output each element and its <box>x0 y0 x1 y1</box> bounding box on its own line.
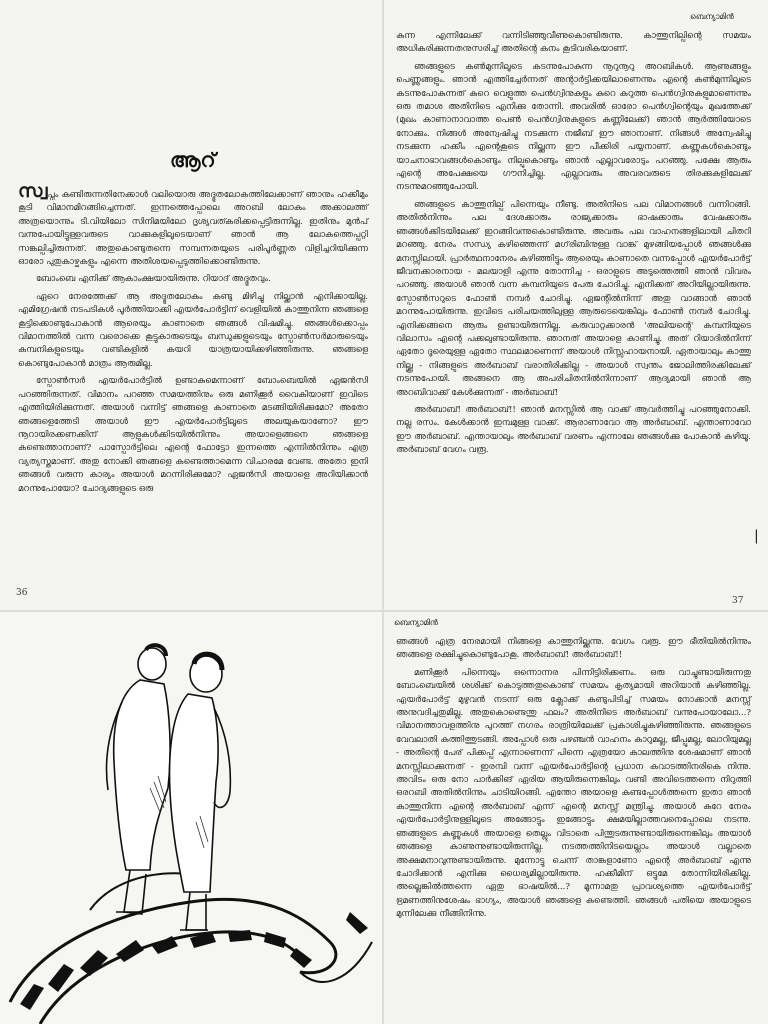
paragraph: ഏറെ നേരത്തേക്ക് ആ അദ്ഭുതലോകം കണ്ടു മിഴിച്ചു നില്ക്കാൻ എനിക്കായില്ല. എമിഗ്രേഷൻ നടപടികൾ പൂർത്തിയാക്കി എയർപോർട്ടിന് വെളിയിൽ കാത്തുനിന്ന ഞങ്ങളെ കൂട്ടിക്കൊണ്ടുപോകാൻ ആരെയും കാണാതെ ഞങ്ങൾ വിഷമിച്ചു. ഞങ്ങൾക്കൊപ്പം വിമാനത്തിൽ വന്ന വരൊക്കെ കൂട്ടുകാരുടെയും ബന്ധുക്കളുടെയും സ്പോൺസർമാരുടെയും കമ്പനികളുടെയും വണ്ടികളിൽ കയറി യാത്രയായിക്കഴിഞ്ഞിരുന്നു. ഞങ്ങളെ കൊണ്ടുപോകാൻ മാത്രം ആരുമില്ല. <box>18 291 368 369</box>
margin-mark: | <box>754 528 759 544</box>
page-38-body <box>396 636 751 1024</box>
page-number: 36 <box>16 588 28 598</box>
running-header: ബെന്യാമിൻ <box>690 12 734 21</box>
paragraph: ഞങ്ങളുടെ കാത്തുനില്പ് പിന്നെയും നീണ്ടു. അതിനിടെ പല വിമാനങ്ങൾ വന്നിറങ്ങി. അതിൽനിന്നും പല ദേശക്കാരും രാജ്യക്കാരും ഭാഷക്കാരും വേഷക്കാരും ഞങ്ങൾക്കിടയിലേക്ക് ഇറങ്ങിവന്നുകൊണ്ടിരുന്നു. അവരും പല വാഹനങ്ങളിലായി ചിതറി മറഞ്ഞു. നേരം സന്ധ്യ കഴിഞ്ഞെന്ന് മഗ്‌രിബിനുള്ള വാങ്ക് മുഴങ്ങിയപ്പോൾ ഞങ്ങൾക്കു മനസ്സിലായി. പ്രാർത്ഥനാനേരം കഴിഞ്ഞിട്ടും ആരെയും കാണാതെ വന്നപ്പോൾ എയർപോർട്ട് ജീവനക്കാരനായ - മലയാളി എന്നു തോന്നിച്ച - ഒരാളുടെ അടുത്തെത്തി ഞാൻ വിവരം പറഞ്ഞു. അയാൾ ഞാൻ വന്ന കമ്പനിയുടെ പേരു ചോദിച്ചു. എനിക്കത് അറിയില്ലായിരുന്നു. സ്പോൺസറുടെ ഫോൺ നമ്പർ ചോദിച്ചു. ഏജന്റിൽനിന്ന് അതു വാങ്ങാൻ ഞാൻ മറന്നുപോയിരുന്നു. ഇവിടെ പരിചയത്തിലുള്ള ആരുടെയെങ്കിലും ഫോൺ നമ്പർ ചോദിച്ചു. എനിക്കങ്ങനെ ആരും ഉണ്ടായിരുന്നില്ല. കരുവാറ്റക്കാരൻ 'അലിയന്റെ' കമ്പനിയുടെ വിലാസം എന്റെ പക്കലുണ്ടായിരുന്നു. ഞാനത് അയാളെ കാണിച്ചു. അത് റിയാദിൽനിന്ന് ഏതോ ദൂരെയുള്ള ഏതോ സ്ഥലമാണെന്ന് അയാൾ നിസ്സഹായനായി. ഏതായാലും കാത്തു നില്ക്കൂ - നിങ്ങളുടെ അർബാബ് വരാതിരിക്കില്ല - അയാൾ സ്വന്തം ജോലിത്തിരക്കിലേക്ക് നടന്നുപോയി. അങ്ങനെ ആ അപരിചിതനിൽനിന്നാണ് ആദ്യമായി ഞാൻ ആ അറബിവാക്ക് കേൾക്കുന്നത് - അർബാബ്! <box>396 199 751 398</box>
illustration-panel <box>0 612 382 1024</box>
paragraph: ഞങ്ങൾ എത്ര നേരമായി നിങ്ങളെ കാത്തുനില്ക്കുന്നു. വേഗം വരൂ. ഈ ഭീതിയിൽനിന്നും ഞങ്ങളെ രക്ഷിച്ചുകൊണ്ടുപോകൂ. അർബാബ്! അർബാബ്!! <box>396 637 751 661</box>
paragraph: ഞങ്ങളുടെ കൺമുന്നിലൂടെ കടന്നുപോകുന്ന നൂറുനൂറു അറബികൾ. ആണുങ്ങളും പെണ്ണുങ്ങളും. ഞാൻ എത്തിച്ചേർന്നത് അന്റാർട്ടിക്കയിലാണെന്നും എന്റെ കൺമുന്നിലൂടെ കടന്നുപോകുന്നത് കുറെ വെളുത്ത പെൻഗ്വിനുകളും കുറെ കറുത്ത പെൻഗ്വിനുകളുമാണെന്നും ഒരു തമാശ അതിനിടെ എനിക്കു തോന്നി. അവരിൽ ഓരോ പെൻഗ്വിന്റെയും മുഖത്തേക്ക് (മുഖം കാണാനാവാത്ത പെൺ പെൻഗ്വിനുകളുടെ കണ്ണിലേക്ക്) ഞാൻ ആർത്തിയോടെ നോക്കും. നിങ്ങൾ അന്വേഷിച്ചു നടക്കുന്ന നജീബ് ഈ ഞാനാണ്. നിങ്ങൾ അന്വേഷിച്ചു നടക്കുന്ന ഹക്കീം എന്റെകൂടെ നില്ക്കുന്ന ഈ പീക്കിരി പയ്യനാണ്. കണ്ണുകൾകൊണ്ടും യാചനാഭാവങ്ങൾകൊണ്ടും നില്പുകൊണ്ടും ഞാൻ എല്ലാവരോടും പറഞ്ഞു. പക്ഷേ ആരും എന്റെ അപേക്ഷയെ ഗൗനിച്ചില്ല. എല്ലാവരും അവരവരുടെ തിരക്കുകളിലേക്ക് നടന്നുമറഞ്ഞുപോയി. <box>396 61 751 193</box>
page-37-body <box>396 30 751 586</box>
chapter-title: ആറ് <box>170 148 216 172</box>
page-37 <box>384 0 768 610</box>
running-header: ബെന്യാമിൻ <box>394 618 438 627</box>
page-38 <box>384 612 768 1024</box>
paragraph: മണിക്കൂർ പിന്നെയും ഒന്നൊന്നര പിന്നിട്ടിരിക്കണം. ഒരു വാച്ചുണ്ടായിരുന്നതു ബോംബെയിൽ ശശിക്ക് കൊടുത്തതുകൊണ്ട് സമയം കൃത്യമായി അറിയാൻ കഴിഞ്ഞില്ല. എയർപോർട്ട് മുഴുവൻ നടന്ന് ഒരു ക്ലോക്ക് കണ്ടുപിടിച്ച് സമയം നോക്കാൻ മനസ്സ് അനുവദിച്ചതുമില്ല. അതുകൊണ്ടെന്തു ഫലം? അതിനിടെ അർബാബ് വന്നുപോയാലോ...? വിമാനത്താവളത്തിനു പുറത്ത് നഗരം രാത്രിയിലേക്ക് പ്രകാശിച്ചുകഴിഞ്ഞിരുന്നു. ഞങ്ങളുടെ വേവലാതി കത്തിത്തുടങ്ങി. അപ്പോൾ ഒരു പഴഞ്ചൻ വാഹനം കാറുമല്ല, ജീപ്പുമല്ല, ലോറിയുമല്ല - അതിന്റെ പേര് പിക്കപ്പ് എന്നാണെന്ന് പിന്നെ എത്രയോ കാലത്തിനു ശേഷമാണ് ഞാൻ മനസ്സിലാക്കുന്നത് - ഇരമ്പി വന്ന് എയർപോർട്ടിന്റെ പ്രധാന കവാടത്തിനരികെ നിന്നു. അവിടം ഒരു നോ പാർക്കിങ് ഏരിയ ആയിരുന്നെങ്കിലും വണ്ടി അവിടെത്തന്നെ നിറുത്തി ഒരറബി അതിൽനിന്നും ചാടിയിറങ്ങി. എന്തോ അയാളെ കണ്ടപ്പോൾത്തന്നെ ഇതാ ഞാൻ കാത്തുനിന്ന എന്റെ അർബാബ് എന്ന് എന്റെ മനസ്സ് മന്ത്രിച്ചു. അയാൾ കുറേ നേരം എയർപോർട്ടിനുള്ളിലൂടെ അങ്ങോട്ടും ഇങ്ങോട്ടും ക്ഷമയില്ലാത്തവനെപ്പോലെ നടന്നു. ഞങ്ങളുടെ കണ്ണുകൾ അയാളെ തെല്ലും വിടാതെ പിന്തുടരുന്നുണ്ടായിരുന്നെങ്കിലും അയാൾ ഞങ്ങളെ കാണുന്നുണ്ടായിരുന്നില്ല. നടത്തത്തിനിടയെല്ലാം അയാൾ വല്ലാതെ അക്ഷമനാവുന്നുണ്ടായിരുന്നു. മുന്നോട്ടു ചെന്ന് താങ്കളാണോ എന്റെ അർബാബ് എന്നു ചോദിക്കാൻ എനിക്കു ധൈര്യമില്ലായിരുന്നു. ഹക്കീമിന് ഒട്ടുമേ തോന്നിയിരിക്കില്ല. അല്ലെങ്കിൽത്തന്നെ ഏതു ഭാഷയിൽ...? മൂന്നാമതു പ്രാവശ്യത്തെ എയർപോർട്ട് ഭ്രമണത്തിനുശേഷം ഭാഗ്യം, അയാൾ ഞങ്ങളെ കണ്ടെത്തി. ഞങ്ങൾ പതിയെ അയാളുടെ മുന്നിലേക്കു നീങ്ങിനിന്നു. <box>396 667 751 920</box>
paragraph: കുന്ന എന്നിലേക്ക് വന്നിടിഞ്ഞുവീണുകൊണ്ടിരുന്നു. കാത്തുനില്പിന്റെ സമയം അധികരിക്കുന്നതനുസരിച്ച് അതിന്റെ കനം കൂടിവരികയാണ്. <box>396 31 751 55</box>
paragraph: അർബാബ്! അർബാബ്!! ഞാൻ മനസ്സിൽ ആ വാക്ക് ആവർത്തിച്ചു പറഞ്ഞുനോക്കി. നല്ല രസം. കേൾക്കാൻ ഇമ്പമുള്ള വാക്ക്. ആരാണാവോ ആ അർബാബ്. എന്താണാവോ ഈ അർബാബ്. എന്തായാലും അർബാബ് വരണം എന്നാലേ ഞങ്ങൾക്കു പോകാൻ കഴിയൂ. അർബാബ് വേഗം വരൂ. <box>396 404 751 456</box>
drop-cap: സ്വ <box>18 180 48 202</box>
illustration-two-men <box>0 612 382 1024</box>
paragraph: സ്പോൺസർ എയർപോർട്ടിൽ ഉണ്ടാകുമെന്നാണ് ബോംബെയിൽ ഏജൻസി പറഞ്ഞിരുന്നത്. വിമാനം പറഞ്ഞ സമയത്തിനും ഒരു മണിക്കൂർ വൈകിയാണ് ഇവിടെ എത്തിയിരിക്കുന്നത്. അയാൾ വന്നിട്ട് ഞങ്ങളെ കാണാതെ മടങ്ങിയിരിക്കുമോ? അതോ ഞങ്ങളെത്തേടി അയാൾ ഈ എയർപോർട്ടിലൂടെ അലയുകയാണോ? ഈ നൂറായിരക്കണക്കിന് ആളുകൾക്കിടയിൽനിന്നും അയാളെങ്ങനെ ഞങ്ങളെ കണ്ടെത്താനാണ്? പാസ്പോർട്ടിലെ എന്റെ ഫോട്ടോ ഇന്നത്തെ എന്നിൽനിന്നും എത്ര വ്യത്യസ്തമാണ്. അതു നോക്കി ഞങ്ങളെ കണ്ടെത്താമെന്ന വിചാരമേ വേണ്ട. അതോ ഇനി ഞങ്ങൾ വരുന്ന കാര്യം അയാൾ മറന്നിരിക്കുമോ? ഏജൻസി അയാളെ അറിയിക്കാൻ മറന്നുപോയോ? ചോദ്യങ്ങളുടെ ഒരു <box>18 376 368 494</box>
page-36 <box>0 0 382 610</box>
page-number: 37 <box>732 596 744 606</box>
paragraph: ബോംബെ എനിക്ക് ആകാംക്ഷയായിരുന്നു. റിയാദ് അദ്ഭുതവും. <box>36 274 271 285</box>
paragraph: സ്വപ്നം കണ്ടിരുന്നതിനേക്കാൾ വലിയൊരു അദ്ഭുതലോകത്തിലേക്കാണ് ഞാനും ഹക്കീമും കൂടി വിമാനമിറങ്ങിച്ചെന്നത്. ഇന്നത്തെപ്പോലെ അറബി ലോകം അക്കാലത്ത് അത്രയൊന്നും ടി.വിയിലോ സിനിമയിലോ ദൃശ്യവത്കരിക്കപ്പെട്ടിരുന്നില്ല. ഇതിനും മുൻപ് വന്നുപോയിട്ടുള്ളവരുടെ വാക്കുകളിലൂടെയാണ് ഞാൻ ആ ലോകത്തെപ്പറ്റി സങ്കല്പിച്ചിരുന്നത്. അതുകൊണ്ടുതന്നെ സമ്പന്നതയുടെ പരിപൂർണ്ണത വിളിച്ചറിയിക്കുന്ന ഓരോ പുതുകാഴ്ചകളും എന്നെ അതിശയപ്പെടുത്തിക്കൊണ്ടിരുന്നു. <box>18 180 368 268</box>
page-36-body <box>18 180 368 586</box>
